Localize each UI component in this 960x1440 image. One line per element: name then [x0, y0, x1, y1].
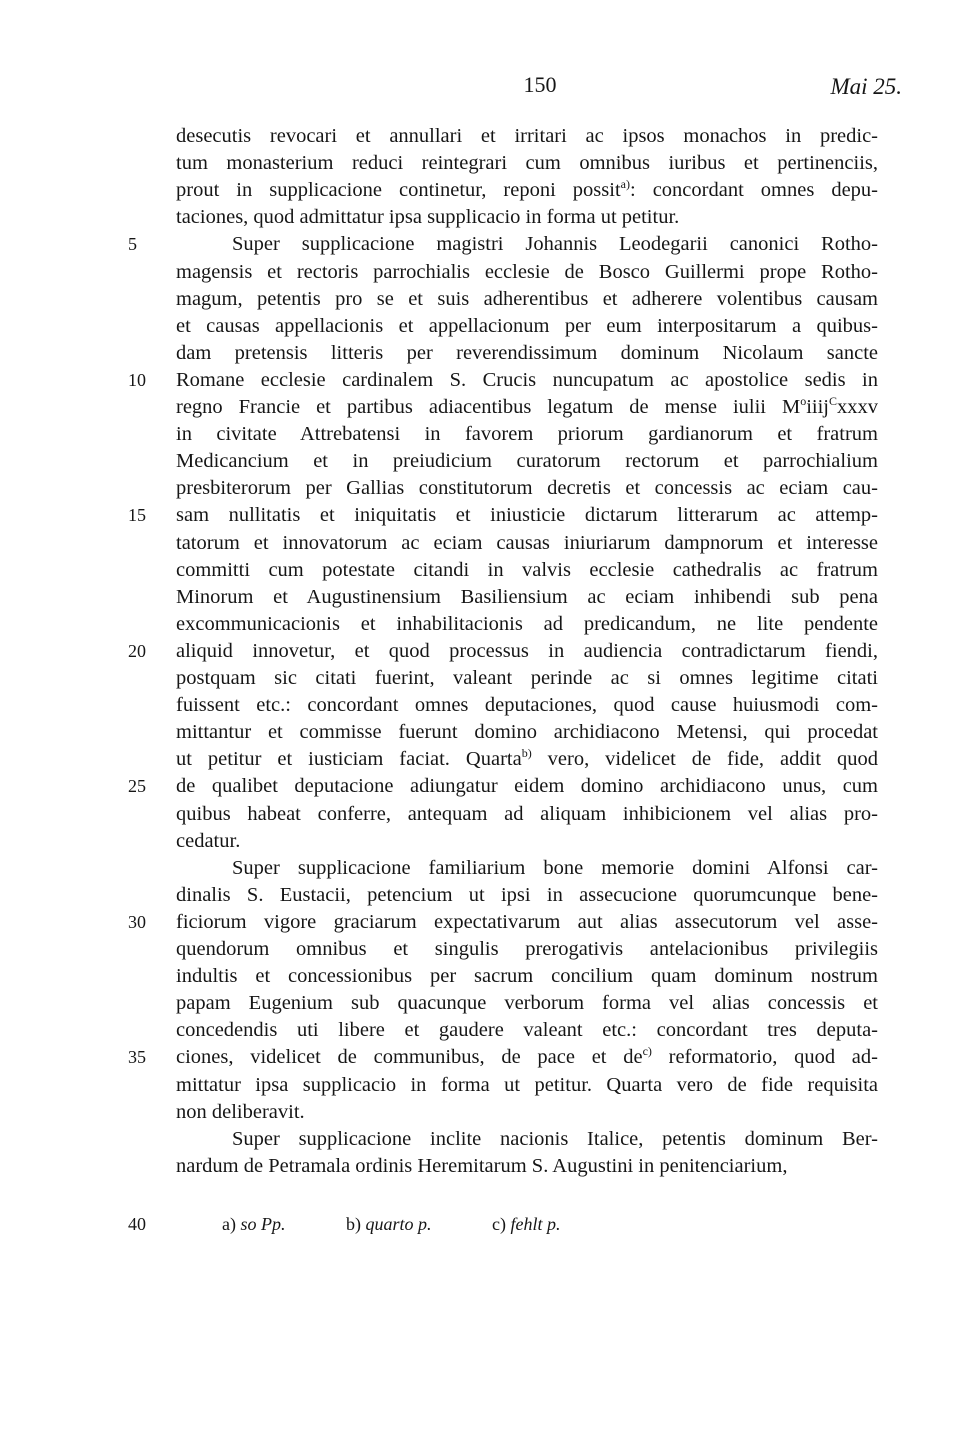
- text-line: in civitate Attrebatensi in favorem priorum gardianorum et fratrum: [176, 423, 878, 446]
- text-line: Romane ecclesie cardinalem S. Crucis nuncupatum ac apostolice sedis in: [176, 368, 878, 391]
- text-line: tatorum et innovatorum ac eciam causas iniuriarum dampnorum et interesse: [176, 531, 878, 554]
- footnote-text: fehlt p.: [510, 1214, 561, 1234]
- text-line: nardum de Petramala ordinis Heremitarum S. Augustini in penitenciarium,: [176, 1154, 788, 1177]
- footnote-c: [492, 1210, 560, 1238]
- text-line: cedatur.: [176, 829, 241, 852]
- text-line: non deliberavit.: [176, 1100, 305, 1123]
- text-line: indultis et concessionibus per sacrum concilium quam dominum nostrum: [176, 965, 878, 988]
- text-line: fuissent etc.: concordant omnes deputaciones, quod cause huiusmodi com-: [176, 694, 878, 717]
- footnote-mark: c): [492, 1214, 506, 1234]
- text-line: committi cum potestate citandi in valvis ecclesie cathedralis ac fratrum: [176, 558, 878, 581]
- text-line: regno Francie et partibus adiacentibus legatum de mense iulii $M^oiiij^Cxxxv$: [176, 394, 878, 418]
- text-line: ut petitur et iusticiam faciat. Quarta$^{b)}$ vero, videlicet de fide, addit quod: [176, 746, 878, 771]
- text-line: tum monasterium reduci reintegrari cum omnibus iuribus et pertinenciis,: [176, 152, 878, 175]
- line-number: 35: [128, 1047, 146, 1068]
- footnotes: [222, 1210, 616, 1238]
- footnote-text: so Pp.: [240, 1214, 286, 1234]
- line-number: 10: [128, 369, 146, 390]
- footnote-mark: b): [345, 1214, 361, 1234]
- text-line: excommunicacionis et inhabilitacionis ad predicandum, ne lite pendente: [176, 612, 878, 635]
- footnote-mark: a): [222, 1214, 236, 1234]
- line-number: 25: [128, 776, 146, 797]
- text-line: ficiorum vigore graciarum expectativarum aut alias assecutorum vel asse-: [176, 910, 878, 933]
- page-number: 150: [523, 72, 557, 97]
- text-line: ciones, videlicet de communibus, de pace et $de^{c)}$ reformatorio, quod ad-: [176, 1044, 878, 1069]
- text-line: taciones, quod admittatur ipsa supplicacio in forma ut petitur.: [176, 206, 680, 229]
- text-line: desecutis revocari et annullari et irritari ac ipsos monachos in predic-: [176, 125, 878, 147]
- text-line: dam pretensis litteris per reverendissimum dominum Nicolaum sancte: [176, 341, 878, 364]
- text-line: presbiterorum per Gallias constitutorum decretis et concessis ac eciam cau-: [176, 477, 878, 500]
- text-line: et causas appellacionis et appellacionum per eum interpositarum a quibus-: [176, 314, 878, 337]
- line-number: 30: [128, 911, 146, 932]
- text-line: Super supplicacione familiarium bone memorie domini Alfonsi car-: [232, 856, 878, 879]
- running-title: Mai 25.: [830, 74, 902, 99]
- text-line: magum, petentis pro se et suis adherentibus et adherere volentibus causam: [176, 287, 878, 310]
- text-line: sam nullitatis et iniquitatis et iniusticie dictarum litterarum ac attemp-: [176, 504, 878, 527]
- text-line: quibus habeat conferre, antequam ad aliquam inhibicionem vel alias pro-: [176, 802, 878, 825]
- text-line: quendorum omnibus et singulis prerogativis antelacionibus privilegiis: [176, 938, 878, 960]
- text-line: Super supplicacione inclite nacionis Italice, petentis dominum Ber-: [232, 1127, 878, 1150]
- line-number: 40: [128, 1214, 146, 1234]
- footnote-text: quarto p.: [365, 1214, 432, 1234]
- text-line: Medicancium et in preiudicium curatorum rectorum et parrochialium: [176, 450, 878, 473]
- footnote-a: [222, 1210, 285, 1238]
- text-line: prout in supplicacione continetur, reponi possit$^{a)}$: concordant omnes depu-: [176, 177, 878, 202]
- text-line: Super supplicacione magistri Johannis Leodegarii canonici Rotho-: [232, 233, 878, 256]
- line-number: 15: [128, 505, 146, 526]
- text-line: Minorum et Augustinensium Basiliensium ac eciam inhibendi sub pena: [176, 585, 878, 608]
- text-line: de qualibet deputacione adiungatur eidem domino archidiacono unus, cum: [176, 775, 878, 798]
- footnote-b: [346, 1210, 432, 1238]
- text-line: postquam sic citati fuerint, valeant perinde ac si omnes legitime citati: [176, 667, 878, 689]
- text-line: dinalis S. Eustacii, petencium ut ipsi in assecucione quorumcunque bene-: [176, 883, 878, 906]
- line-number: 5: [128, 234, 137, 255]
- line-number: 20: [128, 640, 146, 661]
- text-line: magensis et rectoris parrochialis ecclesie de Bosco Guillermi prope Rotho-: [176, 260, 878, 283]
- text-line: aliquid innovetur, et quod processus in audiencia contradictarum fiendi,: [176, 639, 878, 662]
- text-line: mittatur ipsa supplicacio in forma ut petitur. Quarta vero de fide requisita: [176, 1073, 878, 1096]
- text-line: papam Eugenium sub quacunque verborum forma vel alias concessis et: [176, 992, 878, 1015]
- text-line: concedendis uti libere et gaudere valeant etc.: concordant tres deputa-: [176, 1019, 878, 1042]
- text-line: mittantur et commisse fuerunt domino archidiacono Metensi, qui procedat: [176, 721, 878, 744]
